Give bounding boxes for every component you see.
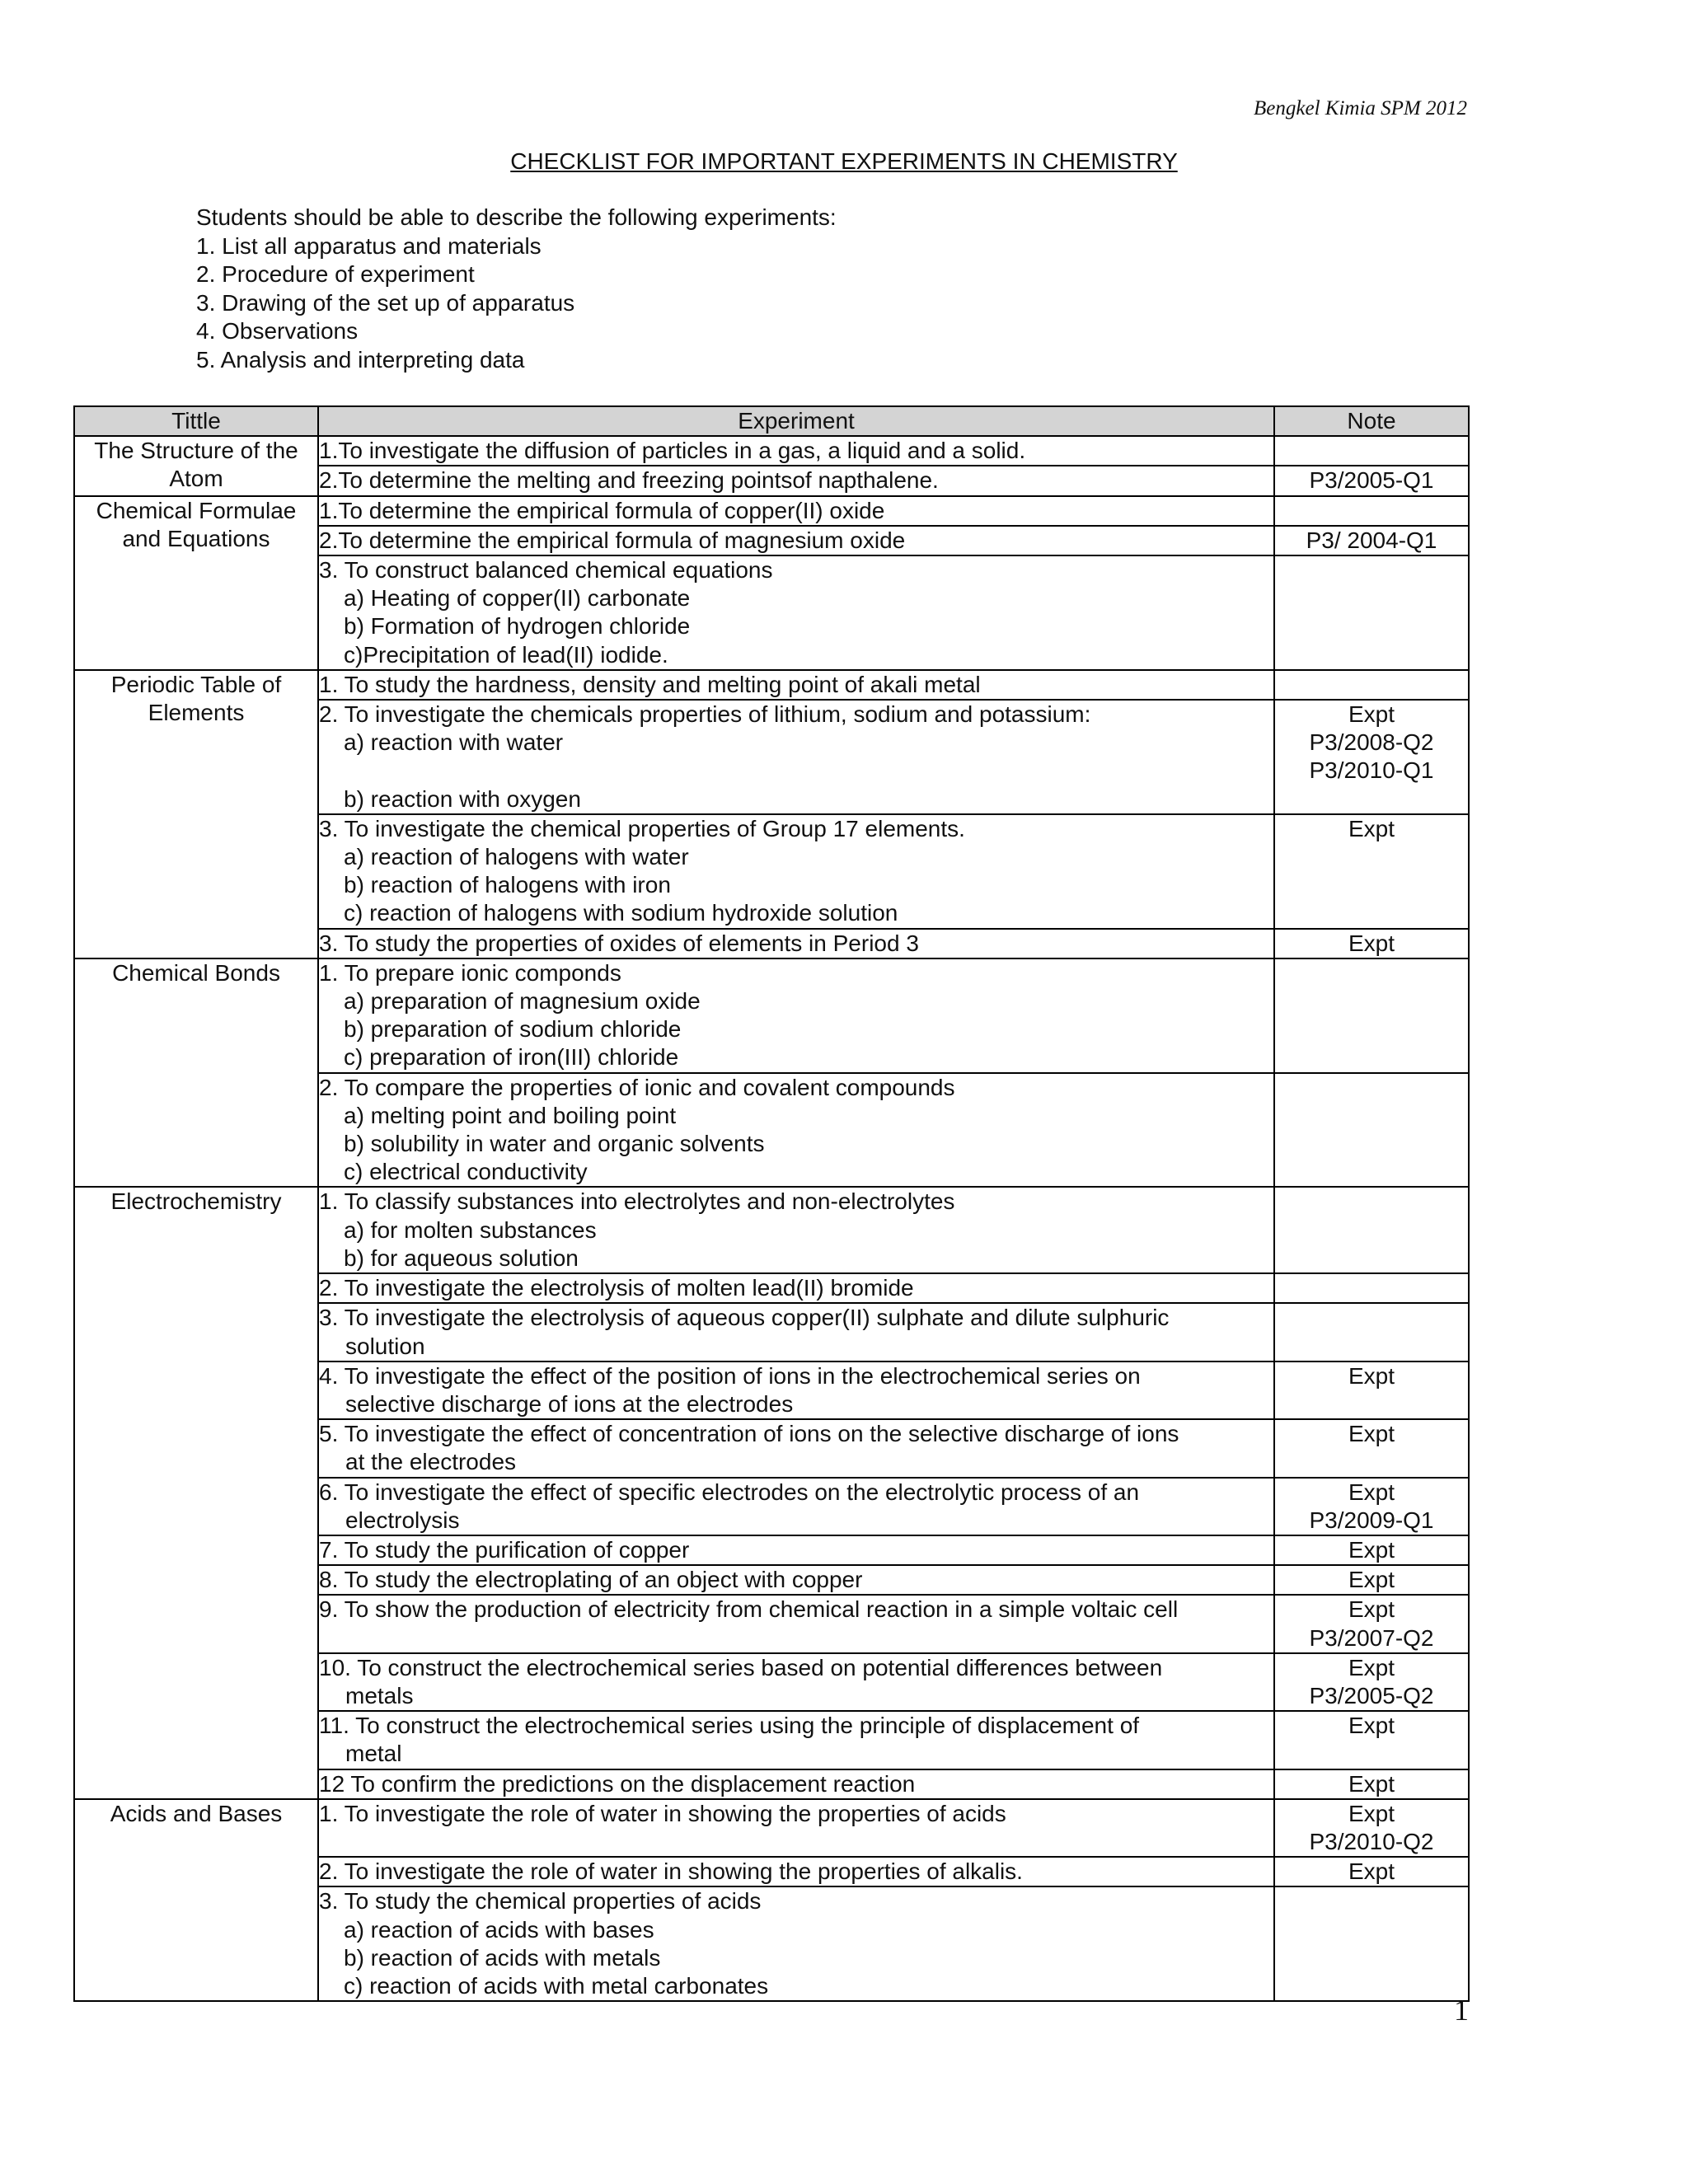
experiment-line: b) reaction with oxygen	[344, 785, 581, 812]
note-cell	[1274, 496, 1469, 526]
table-row	[74, 670, 1469, 700]
header-experiment: Experiment	[318, 406, 1274, 436]
intro-item: 4. Observations	[196, 318, 359, 344]
experiment-cell	[318, 496, 1274, 526]
experiment-line: 2.To determine the empirical formula of magnesium oxide	[319, 527, 906, 553]
note-cell: Expt	[1274, 1361, 1469, 1419]
note-cell: Expt	[1274, 1857, 1469, 1886]
experiment-cell	[318, 1073, 1274, 1188]
experiment-line: c) reaction of halogens with sodium hydroxide solution	[344, 900, 898, 926]
note-cell: Expt	[1274, 929, 1469, 958]
topic-cell: Acids and Bases	[74, 1799, 318, 2001]
experiment-line: electrolysis	[345, 1507, 460, 1533]
experiment-cell	[318, 1799, 1274, 1857]
table-row	[74, 1799, 1469, 1857]
experiment-line: b) solubility in water and organic solvents	[344, 1131, 765, 1157]
note-cell: Expt	[1274, 814, 1469, 929]
experiment-line: 11. To construct the electrochemical series using the principle of displacement of	[319, 1713, 1140, 1739]
experiment-cell	[318, 1595, 1274, 1652]
experiment-line: metal	[345, 1741, 402, 1767]
experiment-cell	[318, 1653, 1274, 1711]
experiment-line: b) reaction of acids with metals	[344, 1944, 661, 1971]
intro-block	[196, 204, 837, 374]
header-title: Tittle	[74, 406, 318, 436]
experiment-cell	[318, 814, 1274, 929]
note-cell: Expt P3/2005-Q2	[1274, 1653, 1469, 1711]
experiment-line: a) Heating of copper(II) carbonate	[344, 585, 691, 612]
experiment-line: 8. To study the electroplating of an object with copper	[319, 1567, 863, 1593]
experiment-cell	[318, 1565, 1274, 1595]
experiment-line: 2.To determine the melting and freezing pointsof napthalene.	[319, 467, 939, 494]
table-row	[74, 958, 1469, 1073]
experiment-cell	[318, 1711, 1274, 1769]
experiments-table	[73, 405, 1470, 2002]
experiment-cell	[318, 1273, 1274, 1303]
note-cell: Expt	[1274, 1535, 1469, 1565]
note-cell	[1274, 1886, 1469, 2001]
experiment-cell	[318, 1303, 1274, 1361]
experiment-line: 2. To investigate the role of water in showing the properties of alkalis.	[319, 1858, 1023, 1885]
experiment-line: 1. To prepare ionic componds	[319, 959, 621, 986]
experiment-line: a) melting point and boiling point	[344, 1102, 677, 1128]
note-cell: Expt P3/2009-Q1	[1274, 1478, 1469, 1535]
table-header-row	[74, 406, 1469, 436]
note-cell: Expt	[1274, 1419, 1469, 1477]
note-cell	[1274, 555, 1469, 670]
experiment-line: b) for aqueous solution	[344, 1244, 579, 1271]
table-body	[74, 436, 1469, 2001]
experiment-cell	[318, 1886, 1274, 2001]
note-cell	[1274, 1303, 1469, 1361]
intro-item: 3. Drawing of the set up of apparatus	[196, 289, 575, 316]
experiment-cell	[318, 700, 1274, 814]
experiment-line: 3. To investigate the chemical properties of Group 17 elements.	[319, 815, 965, 841]
experiment-line: c) electrical conductivity	[344, 1159, 588, 1185]
topic-cell: The Structure of the Atom	[74, 436, 318, 495]
experiment-cell	[318, 526, 1274, 555]
experiment-cell	[318, 1478, 1274, 1535]
topic-cell: Chemical Bonds	[74, 958, 318, 1188]
experiment-line: a) reaction of halogens with water	[344, 844, 689, 870]
note-cell: Expt	[1274, 1711, 1469, 1769]
experiment-line: solution	[345, 1333, 425, 1359]
experiment-line: 6. To investigate the effect of specific electrodes on the electrolytic process of an	[319, 1479, 1140, 1505]
experiment-cell	[318, 958, 1274, 1073]
experiment-line: 3. To study the properties of oxides of elements in Period 3	[319, 930, 919, 956]
note-cell: Expt	[1274, 1769, 1469, 1799]
note-cell	[1274, 436, 1469, 466]
experiment-cell	[318, 1769, 1274, 1799]
experiment-line: b) preparation of sodium chloride	[344, 1016, 682, 1043]
note-cell	[1274, 670, 1469, 700]
experiment-line: b) Formation of hydrogen chloride	[344, 613, 691, 640]
table-row	[74, 436, 1469, 466]
experiment-cell	[318, 670, 1274, 700]
experiment-cell	[318, 1535, 1274, 1565]
experiment-line: 5. To investigate the effect of concentration of ions on the selective discharge of ions	[319, 1421, 1179, 1447]
experiment-line: a) reaction of acids with bases	[344, 1916, 654, 1943]
note-cell: P3/ 2004-Q1	[1274, 526, 1469, 555]
intro-lead: Students should be able to describe the following experiments:	[196, 204, 837, 230]
experiment-line: at the electrodes	[345, 1449, 517, 1475]
topic-cell: Periodic Table of Elements	[74, 670, 318, 958]
note-cell	[1274, 958, 1469, 1073]
note-cell	[1274, 1187, 1469, 1273]
experiment-line	[319, 757, 1273, 785]
experiment-line: 1.To determine the empirical formula of copper(II) oxide	[319, 497, 885, 523]
topic-cell: Chemical Formulae and Equations	[74, 496, 318, 670]
header-note: Note	[1274, 406, 1469, 436]
note-cell: Expt	[1274, 1565, 1469, 1595]
experiment-line: a) reaction with water	[344, 729, 564, 756]
note-cell: Expt P3/2007-Q2	[1274, 1595, 1469, 1652]
intro-item: 1. List all apparatus and materials	[196, 232, 542, 259]
experiment-cell	[318, 1857, 1274, 1886]
experiment-line: c) reaction of acids with metal carbonates	[344, 1972, 769, 1999]
experiment-line: 1.To investigate the diffusion of particles in a gas, a liquid and a solid.	[319, 438, 1026, 464]
experiment-cell	[318, 929, 1274, 958]
experiment-line: 9. To show the production of electricity from chemical reaction in a simple voltaic cell	[319, 1596, 1179, 1623]
page-number: 1	[1454, 1994, 1469, 2027]
experiment-line: 12 To confirm the predictions on the displacement reaction	[319, 1770, 916, 1797]
intro-item: 2. Procedure of experiment	[196, 261, 475, 287]
note-cell: Expt P3/2008-Q2 P3/2010-Q1	[1274, 700, 1469, 814]
note-cell	[1274, 1073, 1469, 1188]
experiment-line: 10. To construct the electrochemical series based on potential differences between	[319, 1654, 1163, 1680]
experiment-line: 1. To study the hardness, density and melting point of akali metal	[319, 671, 981, 697]
experiment-line: 3. To construct balanced chemical equations	[319, 557, 773, 583]
experiment-cell	[318, 436, 1274, 466]
experiment-line: selective discharge of ions at the electrodes	[345, 1390, 794, 1417]
topic-cell: Electrochemistry	[74, 1187, 318, 1798]
experiment-line: b) reaction of halogens with iron	[344, 872, 671, 898]
experiment-cell	[318, 466, 1274, 495]
intro-item: 5. Analysis and interpreting data	[196, 346, 525, 373]
note-cell: Expt P3/2010-Q2	[1274, 1799, 1469, 1857]
table-row	[74, 1187, 1469, 1273]
experiment-line: 3. To study the chemical properties of acids	[319, 1888, 762, 1915]
experiment-line: 7. To study the purification of copper	[319, 1536, 690, 1563]
experiment-line: metals	[345, 1682, 414, 1708]
note-cell: P3/2005-Q1	[1274, 466, 1469, 495]
experiment-line: a) for molten substances	[344, 1216, 597, 1243]
experiment-cell	[318, 555, 1274, 670]
experiment-line: 2. To investigate the chemicals properties of lithium, sodium and potassium:	[319, 701, 1091, 728]
experiment-line: c) preparation of iron(III) chloride	[344, 1044, 679, 1071]
experiment-line: 2. To compare the properties of ionic and covalent compounds	[319, 1074, 955, 1100]
experiment-line: 2. To investigate the electrolysis of molten lead(II) bromide	[319, 1275, 914, 1301]
experiment-cell	[318, 1361, 1274, 1419]
experiment-cell	[318, 1419, 1274, 1477]
table-row	[74, 496, 1469, 526]
experiment-cell	[318, 1187, 1274, 1273]
note-cell	[1274, 1273, 1469, 1303]
experiment-line: 1. To investigate the role of water in showing the properties of acids	[319, 1800, 1006, 1826]
experiment-line: 4. To investigate the effect of the position of ions in the electrochemical series on	[319, 1362, 1141, 1389]
experiment-line: 3. To investigate the electrolysis of aqueous copper(II) sulphate and dilute sulphuric	[319, 1305, 1170, 1331]
document-title: CHECKLIST FOR IMPORTANT EXPERIMENTS IN CHEMISTRY	[510, 148, 1178, 174]
header-note: Bengkel Kimia SPM 2012	[1254, 97, 1467, 120]
experiment-line: a) preparation of magnesium oxide	[344, 988, 701, 1015]
experiment-line	[319, 1828, 1273, 1856]
experiment-line: 1. To classify substances into electrolytes and non-electrolytes	[319, 1188, 955, 1215]
experiment-line: c)Precipitation of lead(II) iodide.	[344, 641, 668, 668]
